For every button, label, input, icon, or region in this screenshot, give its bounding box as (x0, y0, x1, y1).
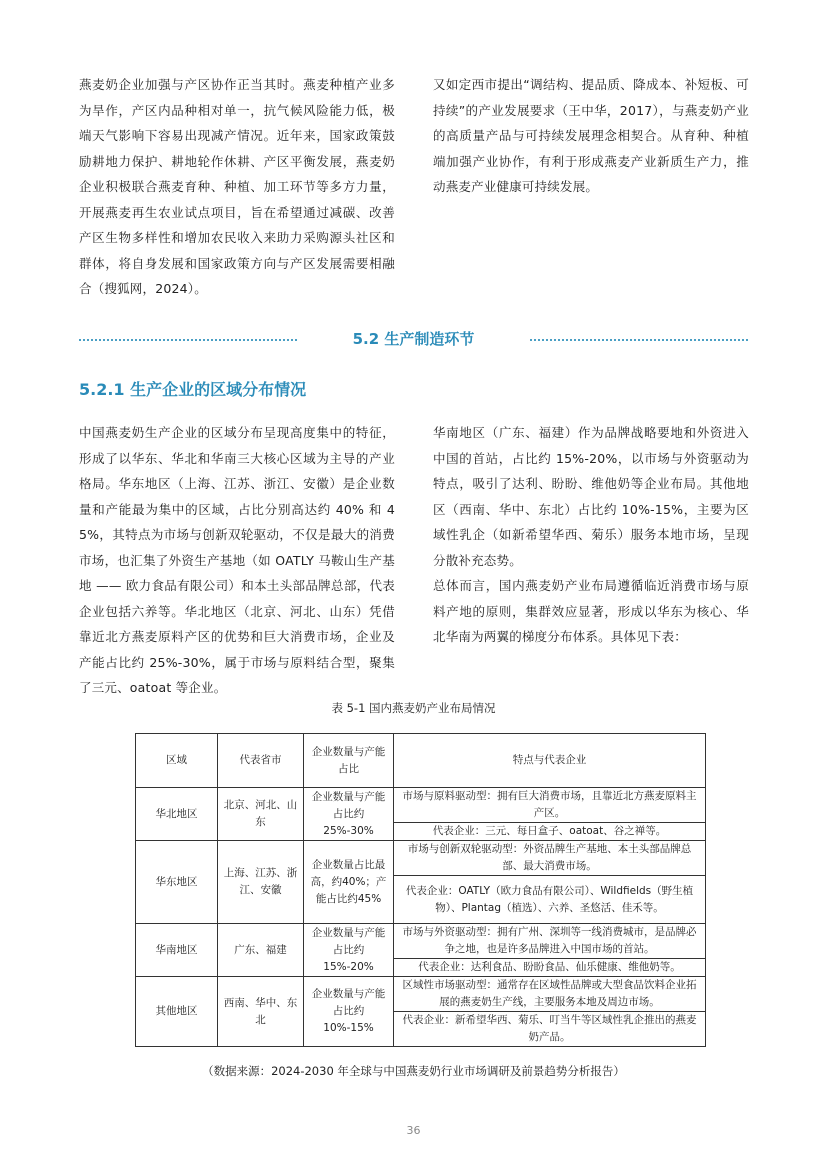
header-cell: 区域 (136, 734, 218, 788)
feature-cell: 区域性市场驱动型：通常存在区域性品牌或大型食品饮料企业拓展的燕麦奶生产线，主要服务本地及周边市场。 (394, 977, 706, 1012)
share-cell: 企业数量占比最高，约40%；产能占比约45% (304, 841, 394, 924)
companies-cell: 代表企业：达利食品、盼盼食品、仙乐健康、维他奶等。 (394, 959, 706, 977)
feature-cell: 市场与原料驱动型：拥有巨大消费市场，且靠近北方燕麦原料主产区。 (394, 788, 706, 823)
region-cell: 华南地区 (136, 924, 218, 977)
page-number: 36 (406, 1124, 421, 1137)
table-row (136, 924, 706, 959)
companies-cell: 代表企业：三元、每日盒子、oatoat、谷之禅等。 (394, 823, 706, 841)
table-row (136, 977, 706, 1012)
share-cell: 企业数量与产能占比约10%-15% (304, 977, 394, 1047)
paragraph: 华南地区（广东、福建）作为品牌战略要地和外资进入中国的首站，占比约 15%-20%，以市场与外资驱动为特点，吸引了达利、盼盼、维他奶等企业布局。其他地区（西南、华中、东北）占比约 10%-15%，主要为区域性乳企（如新希望华西、菊乐）服务本地市场，呈现分散补充态势。 (433, 425, 749, 568)
feature-cell: 市场与外资驱动型：拥有广州、深圳等一线消费城市，是品牌必争之地，也是许多品牌进入中国市场的首站。 (394, 924, 706, 959)
paragraph: 燕麦奶企业加强与产区协作正当其时。燕麦种植产业多为旱作，产区内品种相对单一，抗气候风险能力低，极端天气影响下容易出现减产情况。近年来，国家政策鼓励耕地力保护、耕地轮作休耕、产区平衡发展，燕麦奶企业积极联合燕麦育种、种植、加工环节等多方力量，开展燕麦再生农业试点项目，旨在希望通过减碳、改善产区生物多样性和增加农民收入来助力采购源头社区和群体，将自身发展和国家政策方向与产区发展需要相融合（搜狐网，2024）。 (79, 77, 395, 296)
paragraph: 中国燕麦奶生产企业的区域分布呈现高度集中的特征，形成了以华东、华北和华南三大核心区域为主导的产业格局。华东地区（上海、江苏、浙江、安徽）是企业数量和产能最为集中的区域，占比分别高达约 40% 和 45%，其特点为市场与创新双轮驱动，不仅是最大的消费市场，也汇集了外资生产基地（如 OATLY 马鞍山生产基地 —— 欧力食品有限公司）和本土头部品牌总部，代表企业包括六养等。华北地区（北京、河北、山东）凭借靠近北方燕麦原料产区的优势和巨大消费市场，企业及产能占比约 25%-30%，属于市场与原料结合型，聚集了三元、oatoat 等企业。 (79, 425, 395, 695)
table-row (136, 841, 706, 876)
table-row (136, 788, 706, 823)
section-divider-left (79, 339, 297, 341)
table-caption: 表 5-1 国内燕麦奶产业布局情况 (331, 701, 496, 715)
provinces-cell: 北京、河北、山东 (218, 788, 304, 841)
section-title: 5.2 生产制造环节 (352, 330, 475, 348)
data-source-note: （数据来源：2024-2030 年全球与中国燕麦奶行业市场调研及前景趋势分析报告） (202, 1064, 625, 1078)
region-cell: 华北地区 (136, 788, 218, 841)
header-cell: 代表省市 (218, 734, 304, 788)
header-cell: 特点与代表企业 (394, 734, 706, 788)
region-cell: 其他地区 (136, 977, 218, 1047)
paragraph: 又如定西市提出“调结构、提品质、降成本、补短板、可持续”的产业发展要求（王中华，2017），与燕麦奶产业的高质量产品与可持续发展理念相契合。从育种、种植端加强产业协作，有利于形成燕麦产业新质生产力，推动燕麦产业健康可持续发展。 (433, 77, 749, 194)
section-right-column (433, 420, 749, 650)
paragraph: 总体而言，国内燕麦奶产业布局遵循临近消费市场与原料产地的原则，集群效应显著，形成以华东为核心、华北华南为两翼的梯度分布体系。具体见下表： (433, 578, 749, 644)
section-divider-right (530, 339, 748, 341)
provinces-cell: 西南、华中、东北 (218, 977, 304, 1047)
subsection-title: 5.2.1 生产企业的区域分布情况 (79, 380, 307, 399)
header-cell: 企业数量与产能占比 (304, 734, 394, 788)
feature-cell: 市场与创新双轮驱动型：外资品牌生产基地、本土头部品牌总部、最大消费市场。 (394, 841, 706, 876)
companies-cell: 代表企业：新希望华西、菊乐、叮当牛等区域性乳企推出的燕麦奶产品。 (394, 1012, 706, 1047)
region-cell: 华东地区 (136, 841, 218, 924)
section-left-column (79, 420, 395, 701)
companies-cell: 代表企业：OATLY（欧力食品有限公司）、Wildfields（野生植物）、Plantag（植选）、六养、圣悠活、佳禾等。 (394, 876, 706, 924)
top-left-paragraph (79, 72, 395, 302)
provinces-cell: 上海、江苏、浙江、安徽 (218, 841, 304, 924)
table-header-row (136, 734, 706, 788)
industry-layout-table (135, 733, 706, 1047)
provinces-cell: 广东、福建 (218, 924, 304, 977)
share-cell: 企业数量与产能占比约15%-20% (304, 924, 394, 977)
top-right-paragraph (433, 72, 749, 200)
share-cell: 企业数量与产能占比约25%-30% (304, 788, 394, 841)
